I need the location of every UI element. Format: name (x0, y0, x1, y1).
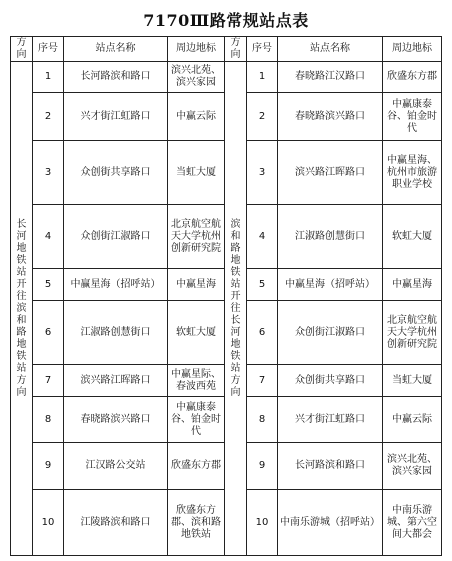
seq-cell: 5 (247, 269, 278, 301)
landmark-cell: 中赢星际、春波西苑 (168, 365, 225, 397)
seq-cell: 1 (247, 62, 278, 93)
seq-cell: 1 (33, 62, 64, 93)
landmark-cell: 欣盛东方郡 (383, 62, 442, 93)
landmark-cell: 中赢星海 (168, 269, 225, 301)
direction-cell-left (11, 62, 33, 556)
seq-cell: 3 (247, 141, 278, 205)
page-title: 7170Ⅲ路常规站点表 (143, 11, 309, 30)
stop-name-cell: 春晓路滨兴路口 (64, 397, 168, 443)
stop-name-cell: 众创街江淑路口 (278, 301, 383, 365)
stop-name-cell: 长河路滨和路口 (64, 62, 168, 93)
stop-name-cell: 中赢星海（招呼站） (64, 269, 168, 301)
stop-name-cell: 兴才街江虹路口 (64, 93, 168, 141)
header-seq: 序号 (33, 37, 64, 62)
landmark-cell: 中赢康泰谷、铂金时代 (383, 93, 442, 141)
landmark-cell: 欣盛东方郡 (168, 443, 225, 490)
header-row (11, 37, 442, 62)
landmark-cell: 中赢云际 (383, 397, 442, 443)
stop-table (10, 36, 442, 556)
landmark-cell: 中赢云际 (168, 93, 225, 141)
landmark-cell: 北京航空航天大学杭州创新研究院 (168, 205, 225, 269)
stop-name-cell: 江汉路公交站 (64, 443, 168, 490)
seq-cell: 9 (33, 443, 64, 490)
seq-cell: 2 (247, 93, 278, 141)
landmark-cell: 中赢星海、杭州市旅游职业学校 (383, 141, 442, 205)
stop-name-cell: 江陵路滨和路口 (64, 490, 168, 556)
stop-name-cell: 中南乐游城（招呼站） (278, 490, 383, 556)
seq-cell: 2 (33, 93, 64, 141)
stop-name-cell: 众创街共享路口 (64, 141, 168, 205)
seq-cell: 9 (247, 443, 278, 490)
landmark-cell: 欣盛东方郡、滨和路地铁站 (168, 490, 225, 556)
header-direction: 方向 (225, 37, 247, 62)
seq-cell: 3 (33, 141, 64, 205)
stop-name-cell: 江淑路创慧街口 (64, 301, 168, 365)
seq-cell: 7 (33, 365, 64, 397)
header-stop-name: 站点名称 (64, 37, 168, 62)
header-direction: 方向 (11, 37, 33, 62)
seq-cell: 8 (247, 397, 278, 443)
landmark-cell: 软虹大厦 (383, 205, 442, 269)
seq-cell: 8 (33, 397, 64, 443)
seq-cell: 10 (33, 490, 64, 556)
seq-cell: 4 (33, 205, 64, 269)
stop-name-cell: 江淑路创慧街口 (278, 205, 383, 269)
seq-cell: 4 (247, 205, 278, 269)
seq-cell: 6 (247, 301, 278, 365)
landmark-cell: 中赢星海 (383, 269, 442, 301)
stop-name-cell: 众创街共享路口 (278, 365, 383, 397)
direction-label: 长河地铁站开往滨和路地铁站方向 (16, 218, 27, 398)
table-row (11, 62, 442, 93)
header-landmark: 周边地标 (168, 37, 225, 62)
seq-cell: 7 (247, 365, 278, 397)
landmark-cell: 滨兴北苑、滨兴家园 (168, 62, 225, 93)
landmark-cell: 当虹大厦 (168, 141, 225, 205)
stop-name-cell: 众创街江淑路口 (64, 205, 168, 269)
stop-name-cell: 春晓路滨兴路口 (278, 93, 383, 141)
header-stop-name: 站点名称 (278, 37, 383, 62)
landmark-cell: 滨兴北苑、滨兴家园 (383, 443, 442, 490)
stop-name-cell: 中赢星海（招呼站） (278, 269, 383, 301)
stop-name-cell: 滨兴路江晖路口 (64, 365, 168, 397)
landmark-cell: 中南乐游城、第六空间大都会 (383, 490, 442, 556)
landmark-cell: 中赢康泰谷、铂金时代 (168, 397, 225, 443)
stop-name-cell: 滨兴路江晖路口 (278, 141, 383, 205)
landmark-cell: 软虹大厦 (168, 301, 225, 365)
direction-cell-right (225, 62, 247, 556)
direction-label: 滨和路地铁站开往长河地铁站方向 (230, 218, 241, 398)
landmark-cell: 当虹大厦 (383, 365, 442, 397)
header-landmark: 周边地标 (383, 37, 442, 62)
seq-cell: 6 (33, 301, 64, 365)
landmark-cell: 北京航空航天大学杭州创新研究院 (383, 301, 442, 365)
seq-cell: 5 (33, 269, 64, 301)
stop-name-cell: 兴才街江虹路口 (278, 397, 383, 443)
stop-name-cell: 长河路滨和路口 (278, 443, 383, 490)
seq-cell: 10 (247, 490, 278, 556)
header-seq: 序号 (247, 37, 278, 62)
stop-name-cell: 春晓路江汉路口 (278, 62, 383, 93)
